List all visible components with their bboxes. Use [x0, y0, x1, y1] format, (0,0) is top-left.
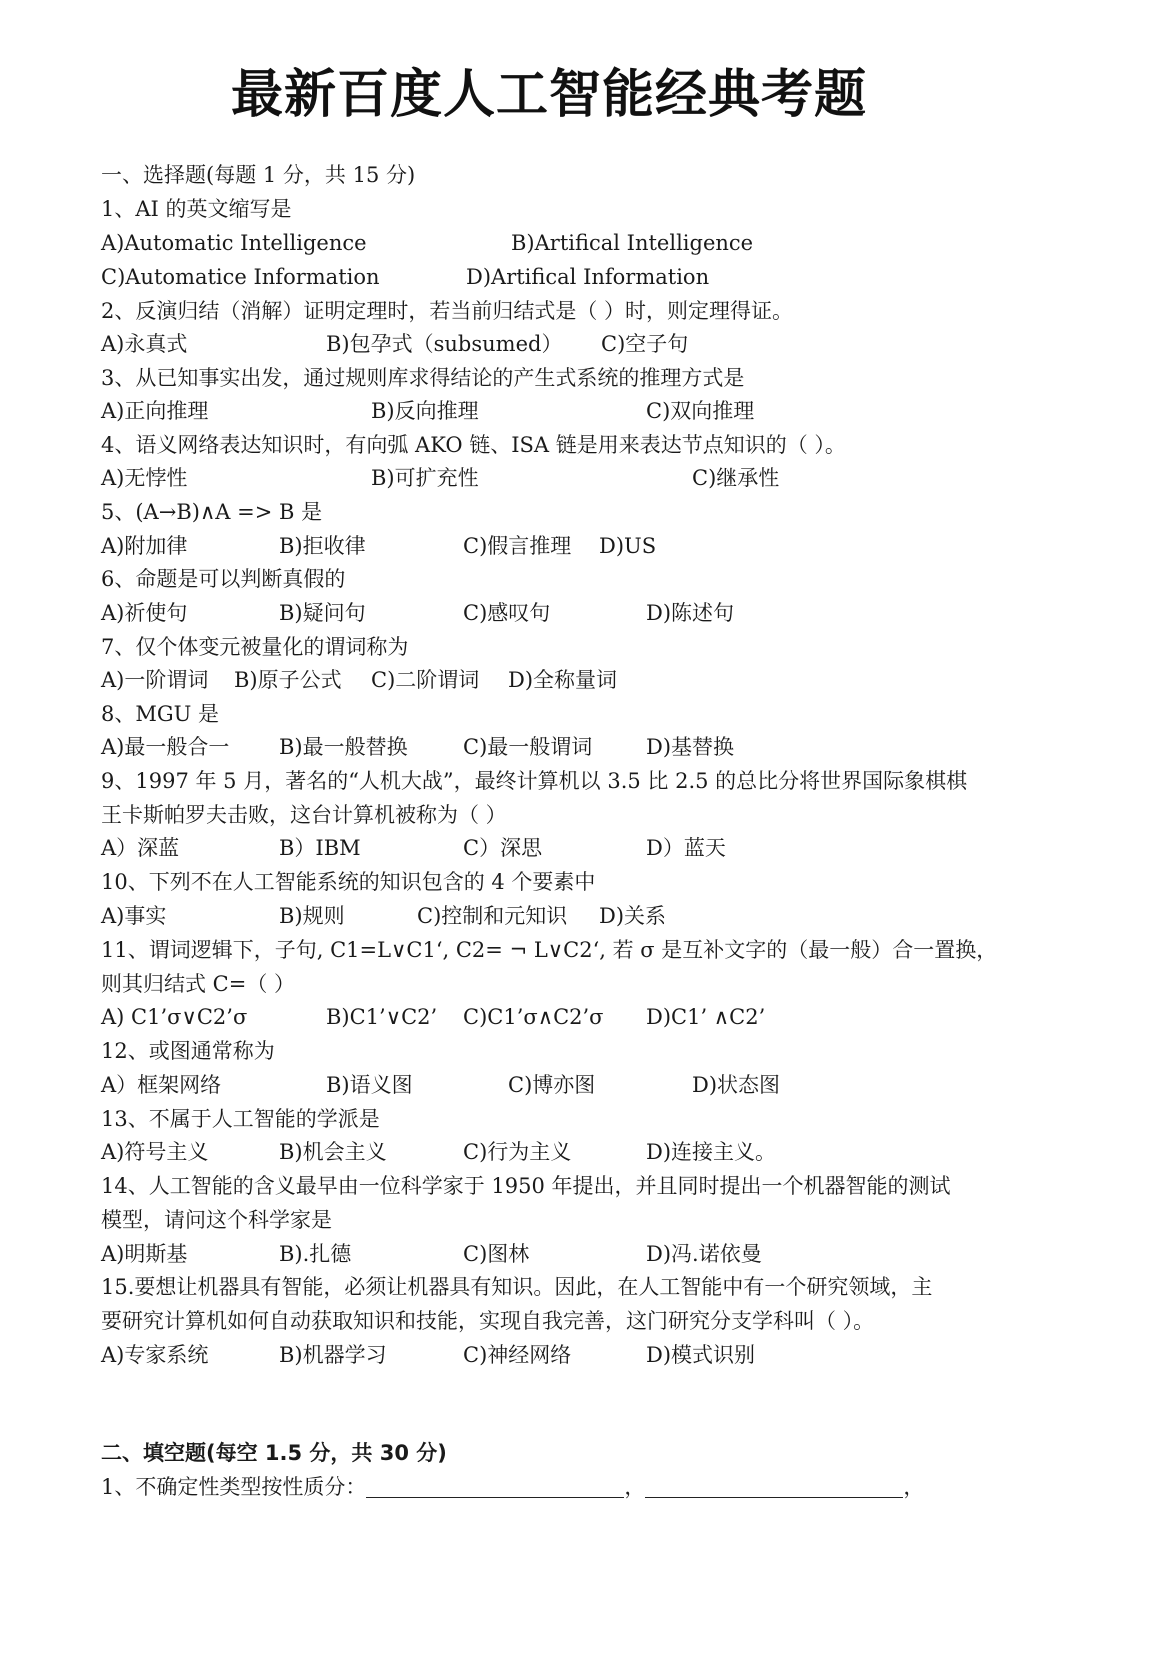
question-10-option: A)事实 [101, 904, 167, 928]
question-11-text: 则其归结式 C=（ ） [101, 972, 296, 996]
question-15-text: 要研究计算机如何自动获取知识和技能，实现自我完善，这门研究分支学科叫（ ）。 [101, 1309, 875, 1333]
question-9-option: B）IBM [279, 836, 361, 860]
question-1-option: B)Artifical Intelligence [511, 231, 754, 255]
separator: ， [903, 1475, 925, 1499]
section-1-heading: 一、选择题(每题 1 分，共 15 分) [101, 163, 416, 187]
question-7-option: C)二阶谓词 [371, 668, 480, 692]
answer-blank-1[interactable] [366, 1475, 624, 1498]
question-10-option: B)规则 [279, 904, 345, 928]
question-14-text: 模型，请问这个科学家是 [101, 1208, 332, 1232]
question-5-option: A)附加律 [101, 534, 188, 558]
question-13-option: B)机会主义 [279, 1140, 387, 1164]
question-4-text: 4、语义网络表达知识时，有向弧 AKO 链、ISA 链是用来表达节点知识的（ ）。 [101, 433, 846, 457]
question-14-option: D)冯.诺依曼 [646, 1242, 762, 1266]
question-14-option: A)明斯基 [101, 1242, 188, 1266]
question-9-text: 9、1997 年 5 月，著名的“人机大战”，最终计算机以 3.5 比 2.5 的总比分将世界国际象棋棋 [101, 769, 968, 793]
question-15-option: B)机器学习 [279, 1343, 387, 1367]
question-15-option: A)专家系统 [101, 1343, 209, 1367]
question-7-text: 7、仅个体变元被量化的谓词称为 [101, 635, 409, 659]
question-1-text: 1、AI 的英文缩写是 [101, 197, 292, 221]
question-2-text: 2、反演归结（消解）证明定理时，若当前归结式是（ ）时，则定理得证。 [101, 299, 794, 323]
question-5-option: D)US [599, 534, 657, 558]
question-9-option: D）蓝天 [646, 836, 726, 860]
answer-blank-2[interactable] [645, 1475, 903, 1498]
question-4-option: B)可扩充性 [371, 466, 479, 490]
question-12-option: C)博亦图 [508, 1073, 596, 1097]
question-11-option: D)C1’ ∧C2’ [646, 1005, 766, 1029]
question-14-option: B).扎德 [279, 1242, 352, 1266]
question-8-text: 8、MGU 是 [101, 702, 220, 726]
question-4-option: C)继承性 [692, 466, 780, 490]
question-5-option: C)假言推理 [463, 534, 572, 558]
question-11-text: 11、谓词逻辑下，子句, C1=L∨C1‘, C2= ¬ L∨C2‘, 若 σ 是互补文字的（最一般）合一置换， [101, 938, 998, 962]
fill-question-1 [101, 1472, 1100, 1502]
question-2-option: A)永真式 [101, 332, 188, 356]
question-1-option: A)Automatic Intelligence [101, 231, 367, 255]
question-10-option: C)控制和元知识 [417, 904, 568, 928]
question-12-text: 12、或图通常称为 [101, 1039, 275, 1063]
question-11-option: B)C1’∨C2’ [326, 1005, 438, 1029]
question-12-option: D)状态图 [692, 1073, 781, 1097]
question-12-option: B)语义图 [326, 1073, 413, 1097]
question-3-option: A)正向推理 [101, 399, 209, 423]
question-7-option: D)全称量词 [508, 668, 618, 692]
question-4-option: A)无悖性 [101, 466, 188, 490]
question-6-option: B)疑问句 [279, 601, 366, 625]
separator: ， [624, 1475, 646, 1499]
question-12-option: A）框架网络 [101, 1073, 222, 1097]
question-3-option: C)双向推理 [646, 399, 755, 423]
question-10-text: 10、下列不在人工智能系统的知识包含的 4 个要素中 [101, 870, 596, 894]
question-9-text: 王卡斯帕罗夫击败，这台计算机被称为（ ） [101, 803, 507, 827]
question-13-option: C)行为主义 [463, 1140, 572, 1164]
question-13-option: D)连接主义。 [646, 1140, 777, 1164]
question-9-option: C）深思 [463, 836, 543, 860]
question-5-text: 5、(A→B)∧A => B 是 [101, 500, 323, 524]
question-8-option: A)最一般合一 [101, 735, 230, 759]
question-7-option: B)原子公式 [234, 668, 342, 692]
question-6-option: C)感叹句 [463, 601, 551, 625]
question-8-option: C)最一般谓词 [463, 735, 593, 759]
question-9-option: A）深蓝 [101, 836, 180, 860]
question-3-text: 3、从已知事实出发，通过规则库求得结论的产生式系统的推理方式是 [101, 366, 745, 390]
question-1-option: C)Automatice Information [101, 265, 380, 289]
question-2-option: C)空子句 [601, 332, 689, 356]
section-2-heading: 二、填空题(每空 1.5 分，共 30 分) [101, 1441, 447, 1465]
fill-question-1-text: 1、不确定性类型按性质分： [101, 1475, 367, 1499]
question-11-option: C)C1’σ∧C2’σ [463, 1005, 604, 1029]
question-10-option: D)关系 [599, 904, 667, 928]
question-2-option: B)包孕式（subsumed） [326, 332, 563, 356]
question-15-text: 15.要想让机器具有智能，必须让机器具有知识。因此，在人工智能中有一个研究领域，主 [101, 1275, 933, 1299]
question-6-option: A)祈使句 [101, 601, 188, 625]
question-3-option: B)反向推理 [371, 399, 479, 423]
question-1-option: D)Artifical Information [466, 265, 710, 289]
question-6-option: D)陈述句 [646, 601, 735, 625]
question-15-option: C)神经网络 [463, 1343, 572, 1367]
question-15-option: D)模式识别 [646, 1343, 756, 1367]
question-6-text: 6、命题是可以判断真假的 [101, 567, 346, 591]
question-14-option: C)图林 [463, 1242, 530, 1266]
question-14-text: 14、人工智能的含义最早由一位科学家于 1950 年提出，并且同时提出一个机器智能的测试 [101, 1174, 951, 1198]
question-11-option: A) C1’σ∨C2’σ [101, 1005, 248, 1029]
question-7-option: A)一阶谓词 [101, 668, 209, 692]
question-13-text: 13、不属于人工智能的学派是 [101, 1107, 380, 1131]
question-13-option: A)符号主义 [101, 1140, 209, 1164]
page-title: 最新百度人工智能经典考题 [230, 65, 867, 125]
question-8-option: D)基替换 [646, 735, 735, 759]
question-5-option: B)拒收律 [279, 534, 366, 558]
question-8-option: B)最一般替换 [279, 735, 408, 759]
